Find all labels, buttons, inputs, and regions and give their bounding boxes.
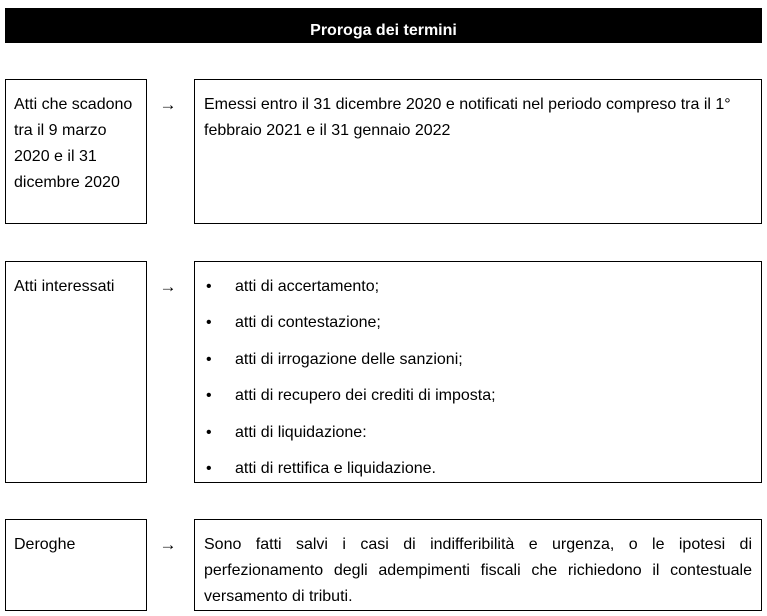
deroghe-content: Sono fatti salvi i casi di indifferibilità e urgenza, o le ipotesi di perfezionamento degli adempimenti fiscali che richiedono il contestuale versamento di tributi. — [204, 536, 752, 605]
deroghe-label: Deroghe — [14, 536, 76, 553]
page-title: Proroga dei termini — [310, 21, 457, 39]
list-item: • atti di recupero dei crediti di imposta; — [204, 383, 752, 419]
scadenza-label: Atti che scadono tra il 9 marzo 2020 e il 31 dicembre 2020 — [14, 96, 133, 191]
list-item: • atti di liquidazione: — [204, 420, 752, 456]
deroghe-label-box — [5, 519, 147, 611]
arrow-right-icon: → — [159, 95, 177, 114]
bullet-icon: • — [206, 314, 212, 332]
title-bar — [5, 8, 762, 43]
scadenza-content: Emessi entro il 31 dicembre 2020 e notificati nel periodo compreso tra il 1° febbraio 2021 e il 31 gennaio 2022 — [204, 96, 731, 139]
bullet-icon: • — [206, 387, 212, 405]
bullet-icon: • — [206, 459, 212, 477]
atti-label: Atti interessati — [14, 278, 115, 295]
list-item: • atti di contestazione; — [204, 310, 752, 346]
atti-list — [204, 274, 752, 492]
arrow-right-icon: → — [159, 277, 177, 296]
list-item: • atti di accertamento; — [204, 274, 752, 310]
bullet-icon: • — [206, 350, 212, 368]
atti-content-box — [194, 261, 762, 483]
scadenza-label-box — [5, 79, 147, 224]
list-item: • atti di rettifica e liquidazione. — [204, 456, 752, 492]
bullet-icon: • — [206, 423, 212, 441]
atti-label-box — [5, 261, 147, 483]
scadenza-content-box — [194, 79, 762, 224]
deroghe-content-box — [194, 519, 762, 611]
arrow-right-icon: → — [159, 535, 177, 554]
list-item: • atti di irrogazione delle sanzioni; — [204, 347, 752, 383]
bullet-icon: • — [206, 278, 212, 295]
